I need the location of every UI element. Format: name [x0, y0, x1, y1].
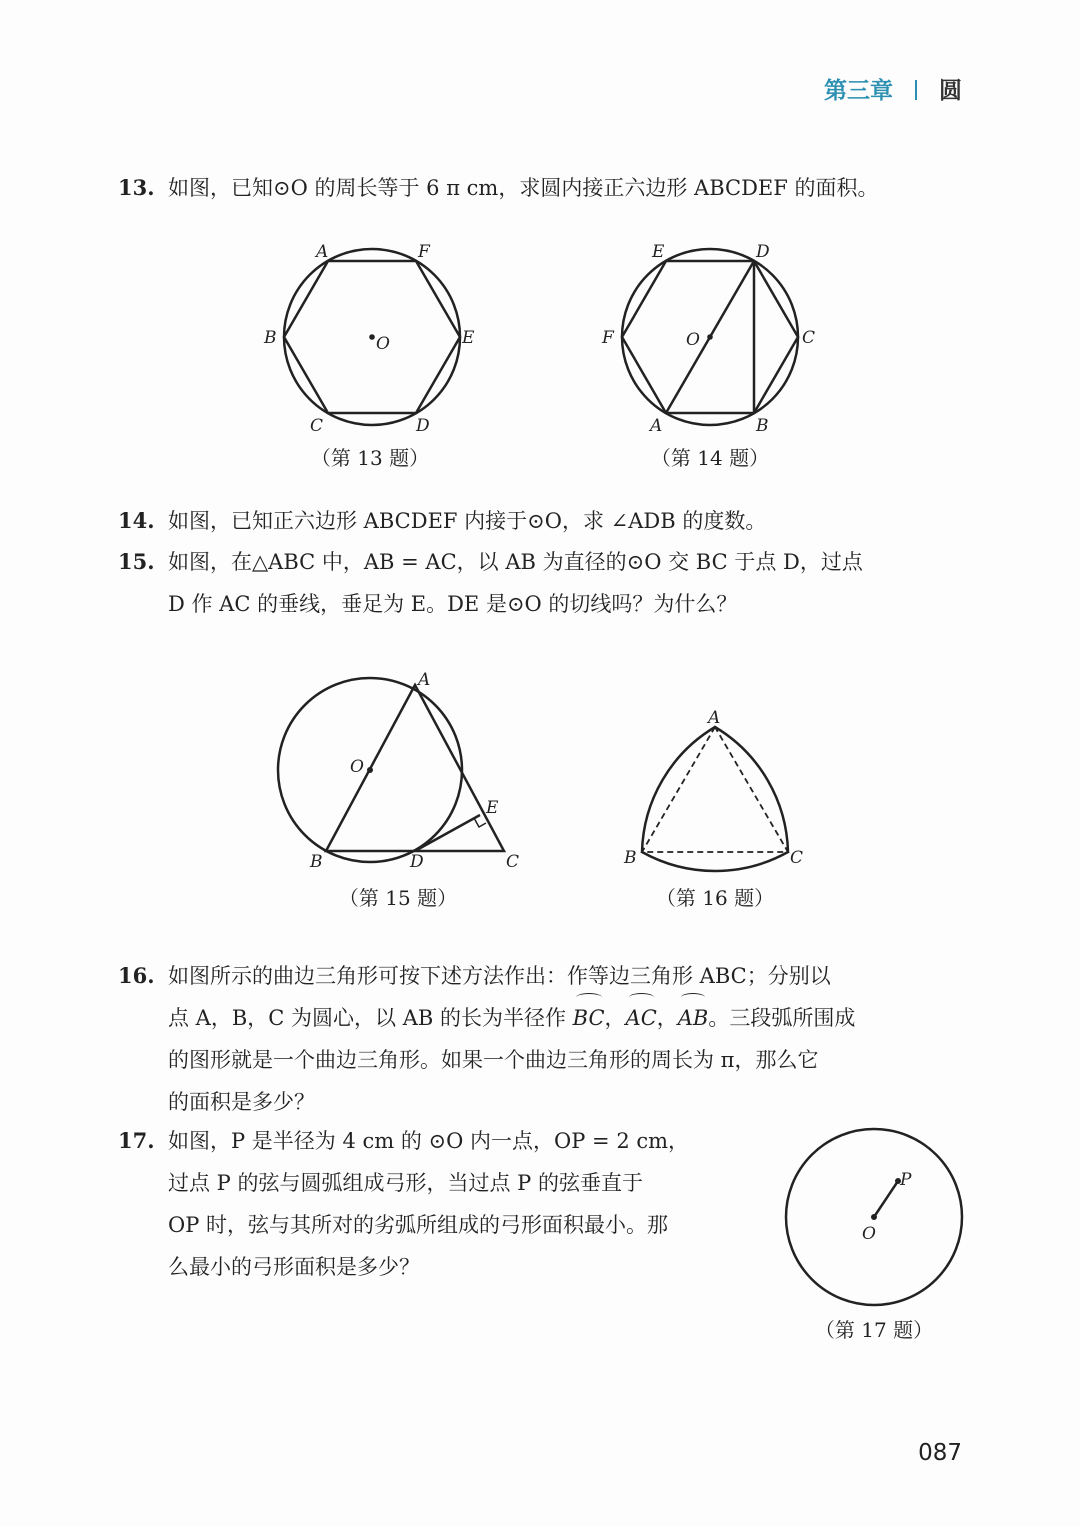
question-text: 如图，已知正六边形 ABCDEF 内接于⊙O，求 ∠ADB 的度数。: [168, 509, 767, 533]
question-17: [118, 1120, 689, 1288]
question-16: [118, 955, 855, 1123]
label-d: D: [416, 416, 430, 436]
figure-14-caption: （第 14 题）: [650, 446, 770, 470]
separator: ，: [604, 1006, 626, 1030]
question-text-line-4: 么最小的弓形面积是多少？: [168, 1255, 420, 1279]
chapter-header: [824, 72, 962, 105]
question-text-line-4: 的面积是多少？: [168, 1090, 315, 1114]
label-e: E: [462, 328, 475, 348]
figure-15: [270, 665, 540, 889]
center-point: [707, 334, 713, 340]
header-divider: [915, 80, 917, 100]
figure-16: [620, 705, 820, 879]
triangle-abc-dashed: [642, 727, 788, 852]
question-15: [118, 541, 863, 625]
question-number: 13.: [118, 175, 155, 200]
label-c: C: [802, 328, 816, 348]
label-o: O: [862, 1224, 876, 1244]
figure-13-caption: （第 13 题）: [310, 446, 430, 470]
chapter-topic: 圆: [939, 78, 962, 104]
question-text: 如图，已知⊙O 的周长等于 6 π cm，求圆内接正六边形 ABCDEF 的面积。: [168, 176, 879, 200]
label-d: D: [756, 242, 770, 262]
question-text-line-1: 如图，在△ABC 中，AB = AC，以 AB 为直径的⊙O 交 BC 于点 D，过点: [168, 550, 863, 574]
question-text-line-2: D 作 AC 的垂线，垂足为 E。DE 是⊙O 的切线吗？为什么？: [168, 592, 738, 616]
label-f: F: [602, 328, 614, 348]
line-2-start: 点 A，B，C 为圆心，以 AB 的长为半径作: [168, 1006, 573, 1030]
question-13: [118, 167, 879, 209]
chapter-title: 第三章: [824, 78, 893, 104]
question-text-line-2: [118, 997, 855, 1039]
label-o: O: [686, 330, 700, 350]
question-text-line-2: 过点 P 的弦与圆弧组成弓形，当过点 P 的弦垂直于: [168, 1171, 643, 1195]
question-number: 15.: [118, 549, 155, 574]
figure-14: [600, 235, 820, 449]
arc-ab: AB: [678, 997, 709, 1039]
reuleaux-triangle: [642, 727, 788, 871]
right-angle-mark: [474, 818, 486, 827]
label-d: D: [410, 852, 424, 872]
label-e: E: [486, 798, 499, 818]
line-2-end: 。三段弧所围成: [708, 1006, 856, 1030]
label-o: O: [376, 334, 390, 354]
label-b: B: [624, 848, 637, 868]
question-number: 17.: [118, 1128, 155, 1153]
label-c: C: [310, 416, 324, 436]
label-a: A: [708, 708, 721, 728]
figure-17: [780, 1125, 970, 1319]
label-p: P: [900, 1170, 912, 1190]
label-a: A: [316, 242, 329, 262]
arc-bc: BC: [573, 997, 605, 1039]
label-o: O: [350, 757, 364, 777]
label-e: E: [652, 242, 665, 262]
label-c: C: [790, 848, 804, 868]
question-text-line-1: 如图，P 是半径为 4 cm 的 ⊙O 内一点，OP = 2 cm，: [168, 1129, 690, 1153]
point-o: [871, 1214, 877, 1220]
label-c: C: [506, 852, 520, 872]
label-b: B: [264, 328, 277, 348]
page-number: 087: [918, 1440, 962, 1466]
question-text-line-3: 的图形就是一个曲边三角形。如果一个曲边三角形的周长为 π，那么它: [168, 1048, 819, 1072]
figure-17-caption: （第 17 题）: [814, 1318, 934, 1342]
center-point: [367, 767, 373, 773]
label-a: A: [650, 416, 663, 436]
figure-13: [262, 235, 482, 449]
arc-ac: AC: [626, 997, 657, 1039]
figure-15-caption: （第 15 题）: [338, 886, 458, 910]
question-14: [118, 500, 766, 542]
segment-op: [874, 1181, 898, 1217]
question-text-line-3: OP 时，弦与其所对的劣弧所组成的弓形面积最小。那: [168, 1213, 669, 1237]
label-b: B: [756, 416, 769, 436]
label-f: F: [418, 242, 430, 262]
label-a: A: [418, 670, 431, 690]
figure-16-caption: （第 16 题）: [655, 886, 775, 910]
separator: ，: [656, 1006, 678, 1030]
question-text-line-1: 如图所示的曲边三角形可按下述方法作出：作等边三角形 ABC；分别以: [168, 964, 831, 988]
label-b: B: [310, 852, 323, 872]
question-number: 16.: [118, 963, 155, 988]
question-number: 14.: [118, 508, 155, 533]
center-point: [369, 334, 375, 340]
